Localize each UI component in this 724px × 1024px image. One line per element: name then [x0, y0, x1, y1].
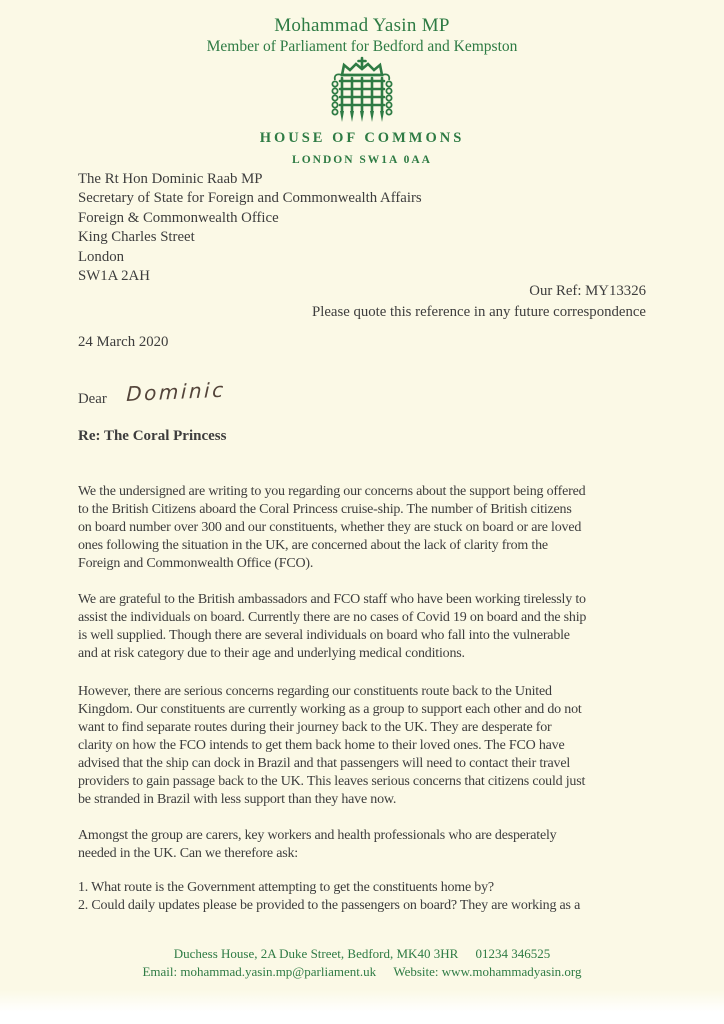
- reference-note: Please quote this reference in any future correspondence: [311, 303, 646, 320]
- recipient-address-line: The Rt Hon Dominic Raab MP: [78, 171, 263, 187]
- footer-website: www.mohammadyasin.org: [441, 964, 582, 979]
- footer-contact-line: [0, 964, 724, 980]
- portcullis-crest-icon: [0, 56, 724, 133]
- body-text-line: and at risk category due to their age and underlying medical conditions.: [78, 646, 465, 661]
- recipient-address-line: King Charles Street: [78, 229, 195, 246]
- body-text-line: We are grateful to the British ambassadors and FCO staff who have been working tirelessly to: [78, 592, 586, 607]
- body-text-line: Amongst the group are carers, key workers and health professionals who are desperately: [78, 828, 557, 843]
- body-text-line: assist the individuals on board. Currently there are no cases of Covid 19 on board and the ship: [78, 610, 587, 625]
- letterhead-mp-role: Member of Parliament for Bedford and Kempston: [206, 38, 518, 55]
- salutation-handwritten-name: Dominic: [126, 377, 227, 406]
- recipient-address-line: Foreign & Commonwealth Office: [78, 209, 279, 226]
- footer-address-line: [0, 946, 724, 962]
- question-item: 2. Could daily updates please be provided to the passengers on board? They are working as a: [78, 898, 581, 913]
- salutation: [78, 377, 227, 408]
- footer-address: Duchess House, 2A Duke Street, Bedford, MK40 3HR: [173, 946, 459, 961]
- letter-date: 24 March 2020: [78, 334, 169, 350]
- body-text-line: Foreign and Commonwealth Office (FCO).: [78, 556, 314, 571]
- salutation-printed: Dear: [78, 391, 107, 407]
- letterhead-postcode: LONDON SW1A 0AA: [292, 154, 432, 166]
- our-ref: Our Ref: MY13326: [529, 283, 646, 299]
- body-text-line: to the British Citizens aboard the Coral Princess cruise-ship. The number of British citizens: [78, 502, 572, 517]
- letterhead-institution: HOUSE OF COMMONS: [259, 130, 465, 146]
- body-text-line: providers to gain passage back to the UK. This leaves serious concerns that citizens could just: [78, 774, 586, 789]
- body-text-line: needed in the UK. Can we therefore ask:: [78, 846, 299, 861]
- body-paragraph-4: [78, 827, 678, 863]
- question-list: [78, 879, 678, 915]
- body-paragraph-2: [78, 591, 678, 663]
- footer-phone: 01234 346525: [475, 946, 551, 961]
- body-text-line: want to find separate routes during their journey back to the UK. They are desperate for: [78, 720, 552, 735]
- footer-email: mohammad.yasin.mp@parliament.uk: [180, 964, 377, 979]
- letterhead-mp-name: Mohammad Yasin MP: [274, 15, 450, 36]
- body-text-line: be stranded in Brazil with less support than they have now.: [78, 792, 397, 807]
- footer-website-label: Website:: [393, 964, 439, 979]
- body-paragraph-3: [78, 683, 678, 809]
- body-text-line: is well supplied. Though there are several individuals on board who fall into the vulnerable: [78, 628, 570, 643]
- subject-line: Re: The Coral Princess: [78, 428, 227, 444]
- recipient-address-line: London: [78, 248, 125, 265]
- body-text-line: We the undersigned are writing to you regarding our concerns about the support being offered: [78, 484, 586, 499]
- body-paragraph-1: [78, 483, 678, 573]
- body-text-line: However, there are serious concerns regarding our constituents route back to the United: [78, 684, 552, 699]
- question-item: 1. What route is the Government attempting to get the constituents home by?: [78, 880, 494, 895]
- footer-email-label: Email:: [142, 964, 178, 979]
- recipient-address-line: SW1A 2AH: [78, 268, 150, 285]
- body-text-line: clarity on how the FCO intends to get them back home to their loved ones. The FCO have: [78, 738, 565, 753]
- body-text-line: Kingdom. Our constituents are currently working as a group to support each other and do not: [78, 702, 582, 717]
- reference-block: [312, 281, 646, 322]
- recipient-address-line: Secretary of State for Foreign and Commonwealth Affairs: [78, 190, 422, 207]
- recipient-address: [78, 170, 422, 286]
- body-text-line: ones following the situation in the UK, are concerned about the lack of clarity from the: [78, 538, 548, 553]
- body-text-line: on board number over 300 and our constituents, whether they are stuck on board or are loved: [78, 520, 582, 535]
- body-text-line: advised that the ship can dock in Brazil and that passengers will need to contact their travel: [78, 756, 571, 771]
